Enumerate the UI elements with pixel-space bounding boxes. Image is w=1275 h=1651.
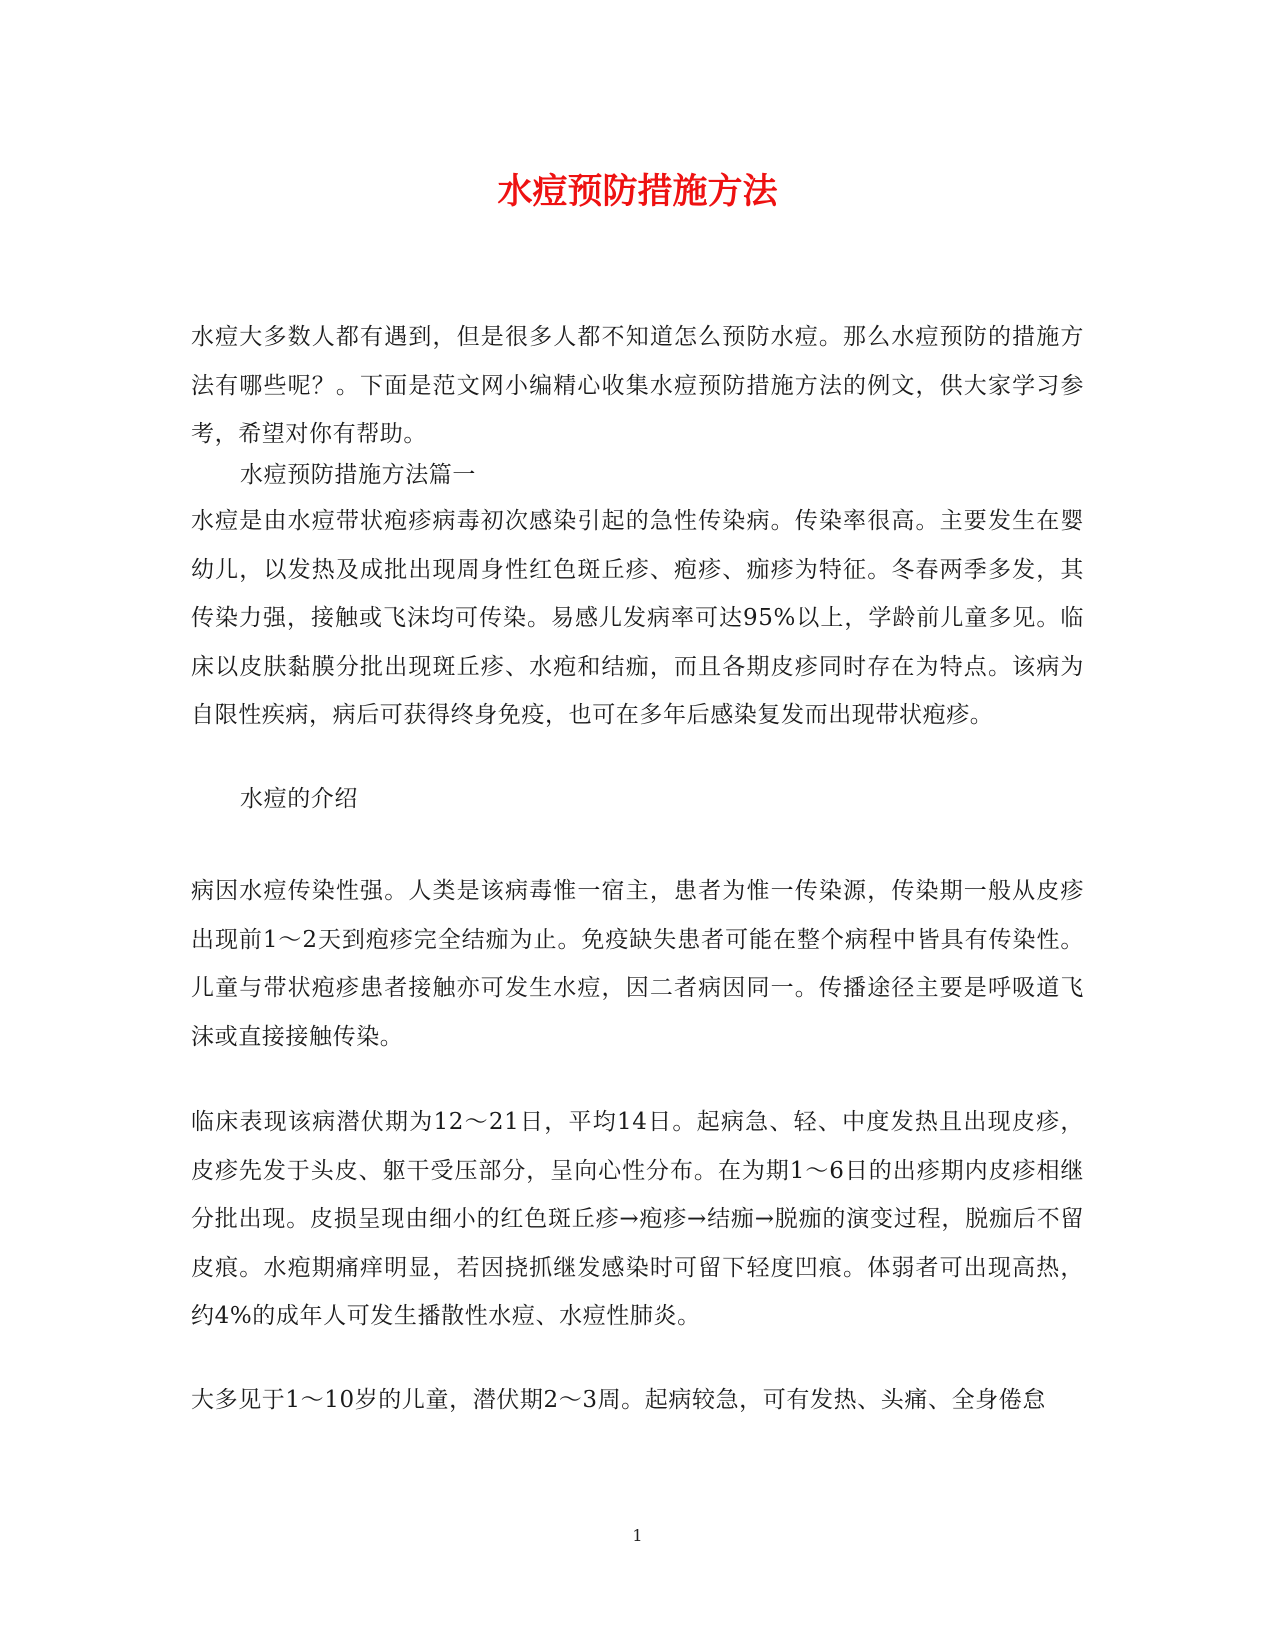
section-heading-part-one: 水痘预防措施方法篇一 <box>240 462 476 488</box>
page-number: 1 <box>632 1526 643 1545</box>
intro-paragraph: 水痘大多数人都有遇到，但是很多人都不知道怎么预防水痘。那么水痘预防的措施方法有哪些呢？。下面是范文网小编精心收集水痘预防措施方法的例文，供大家学习参考，希望对你有帮助。 <box>191 324 1084 448</box>
paragraph-children: 大多见于1～10岁的儿童，潜伏期2～3周。起病较急，可有发热、头痛、全身倦怠 <box>191 1387 1046 1413</box>
paragraph-overview: 水痘是由水痘带状疱疹病毒初次感染引起的急性传染病。传染率很高。主要发生在婴幼儿，以发热及成批出现周身性红色斑丘疹、疱疹、痂疹为特征。冬春两季多发，其传染力强，接触或飞沫均可传染。易感儿发病率可达95%以上，学龄前儿童多见。临床以皮肤黏膜分批出现斑丘疹、水疱和结痂，而且各期皮疹同时存在为特点。该病为自限性疾病，病后可获得终身免疫，也可在多年后感染复发而出现带状疱疹。 <box>191 508 1084 729</box>
paragraph-cause: 病因水痘传染性强。人类是该病毒惟一宿主，患者为惟一传染源，传染期一般从皮疹出现前1～2天到疱疹完全结痂为止。免疫缺失患者可能在整个病程中皆具有传染性。儿童与带状疱疹患者接触亦可发生水痘，因二者病因同一。传播途径主要是呼吸道飞沫或直接接触传染。 <box>191 878 1084 1050</box>
document-title: 水痘预防措施方法 <box>497 171 778 212</box>
section-heading-introduction: 水痘的介绍 <box>240 786 358 812</box>
paragraph-clinical: 临床表现该病潜伏期为12～21日，平均14日。起病急、轻、中度发热且出现皮疹，皮疹先发于头皮、躯干受压部分，呈向心性分布。在为期1～6日的出疹期内皮疹相继分批出现。皮损呈现由细小的红色斑丘疹→疱疹→结痂→脱痂的演变过程，脱痂后不留皮痕。水疱期痛痒明显，若因挠抓继发感染时可留下轻度凹痕。体弱者可出现高热，约4%的成年人可发生播散性水痘、水痘性肺炎。 <box>191 1109 1084 1330</box>
